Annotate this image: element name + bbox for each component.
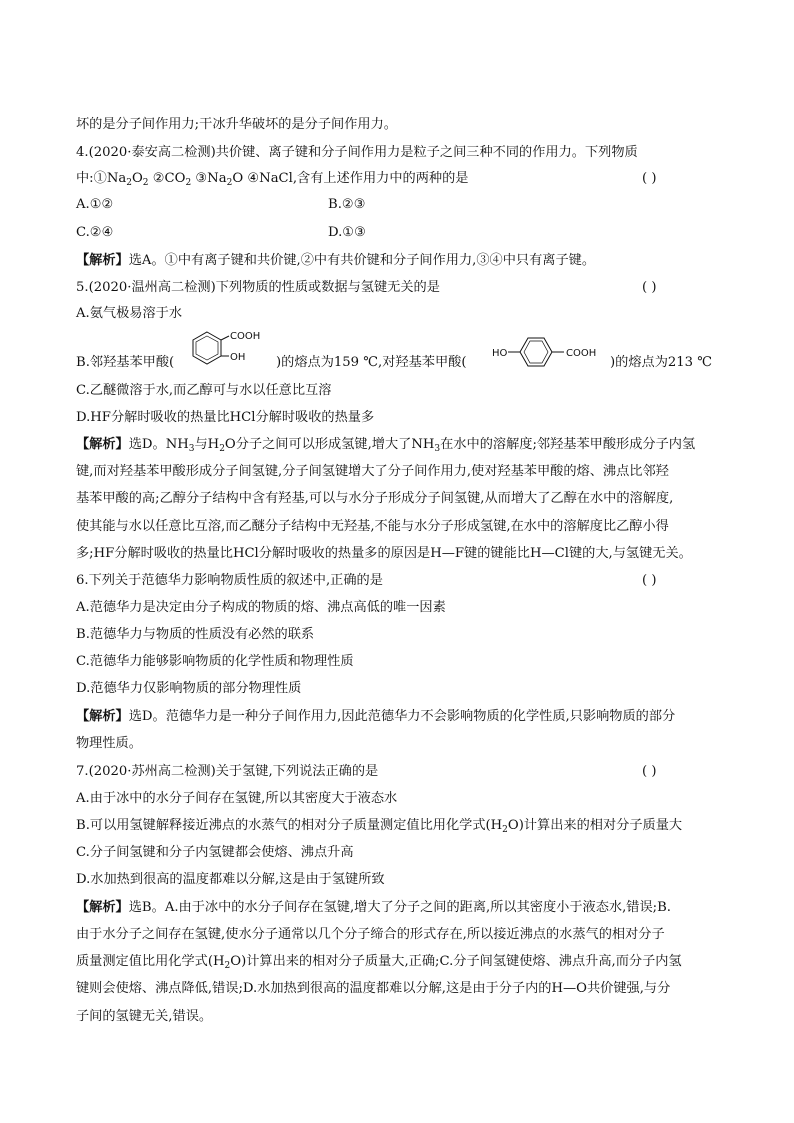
- analysis-6: 【解析】选D。范德华力是一种分子间作用力,因此范德华力不会影响物质的化学性质,只影响物质的部分: [76, 709, 676, 724]
- option-a: A.范德华力是决定由分子构成的物质的熔、沸点高低的唯一因素: [76, 600, 446, 615]
- option-d: D.①③: [328, 225, 366, 240]
- option-d: D.水加热到很高的温度都难以分解,这是由于氢键所致: [76, 872, 385, 887]
- analysis-5-line: 基苯甲酸的高;乙醇分子结构中含有羟基,可以与水分子形成分子间氢键,从而增大了乙醇在水中的溶解度,: [76, 491, 674, 506]
- analysis-7-line: 质量测定值比用化学式$(H_2O)$计算出来的相对分子质量大,正确;C.分子间氢键使熔、沸点升高,而分子内氢: [76, 954, 682, 971]
- option-b: B.②③: [328, 197, 366, 212]
- option-d: D.HF分解时吸收的热量比HCl分解时吸收的热量多: [76, 410, 375, 425]
- option-b-text-2: )的熔点为159 ℃,对羟基苯甲酸(: [276, 355, 467, 370]
- svg-text:COOH: COOH: [230, 331, 261, 342]
- svg-text:OH: OH: [230, 352, 246, 363]
- option-a: A.由于冰中的水分子间存在氢键,所以其密度大于液态水: [76, 791, 398, 806]
- analysis-4: 【解析】选A。①中有离子键和共价键,②中有共价键和分子间作用力,③④中只有离子键。: [76, 253, 596, 268]
- question-5-stem: 5.(2020·温州高二检测)下列物质的性质或数据与氢键无关的是: [76, 280, 440, 295]
- svg-text:COOH: COOH: [566, 348, 597, 359]
- option-a: A.氨气极易溶于水: [76, 306, 183, 321]
- question-4-stem: 4.(2020·泰安高二检测)共价键、离子键和分子间作用力是粒子之间三种不同的作用力。下列物质: [76, 145, 638, 160]
- analysis-5-line: 多;HF分解时吸收的热量比HCl分解时吸收的热量多的原因是H—F键的键能比H—Cl键的大,与氢键无关。: [76, 546, 692, 561]
- ortho-hydroxybenzoic-acid-structure: [185, 326, 265, 376]
- option-c: C.②④: [76, 225, 114, 240]
- analysis-7-line: 由于水分子之间存在氢键,使水分子通常以几个分子缔合的形式存在,所以接近沸点的水蒸气的相对分子: [76, 927, 665, 942]
- answer-blank: ( ): [642, 280, 657, 295]
- question-6-stem: 6.下列关于范德华力影响物质性质的叙述中,正确的是: [76, 573, 383, 588]
- analysis-7-line: 子间的氢键无关,错误。: [76, 1009, 213, 1024]
- answer-blank: ( ): [642, 171, 657, 186]
- analysis-7: 【解析】选B。A.由于冰中的水分子间存在氢键,增大了分子之间的距离,所以其密度小于液态水,错误;B.: [76, 900, 671, 915]
- answer-blank: ( ): [642, 573, 657, 588]
- option-c: C.范德华力能够影响物质的化学性质和物理性质: [76, 654, 354, 669]
- svg-text:HO: HO: [492, 348, 508, 359]
- option-b-text-1: B.邻羟基苯甲酸(: [76, 355, 175, 370]
- option-c: C.分子间氢键和分子内氢键都会使熔、沸点升高: [76, 845, 354, 860]
- option-b: B.可以用氢键解释接近沸点的水蒸气的相对分子质量测定值比用化学式$(H_2O)$计算出来的相对分子质量大: [76, 818, 683, 835]
- analysis-5-line: 使其能与水以任意比互溶,而乙醚分子结构中无羟基,不能与水分子形成氢键,在水中的溶解度比乙醇小得: [76, 519, 669, 534]
- option-b: B.范德华力与物质的性质没有必然的联系: [76, 627, 315, 642]
- analysis-5: 【解析】选D。$NH_3$与$H_2O$分子之间可以形成氢键,增大了$NH_3$在水中的溶解度;邻羟基苯甲酸形成分子内氢: [76, 437, 696, 454]
- option-a: A.①②: [76, 197, 114, 212]
- option-c: C.乙醚微溶于水,而乙醇可与水以任意比互溶: [76, 383, 332, 398]
- analysis-5-line: 键,而对羟基苯甲酸形成分子间氢键,分子间氢键增大了分子间作用力,使对羟基苯甲酸的熔、沸点比邻羟: [76, 464, 669, 479]
- text-line: 坏的是分子间作用力;干冰升华破坏的是分子间作用力。: [76, 117, 397, 132]
- option-d: D.范德华力仅影响物质的部分物理性质: [76, 681, 302, 696]
- question-7-stem: 7.(2020·苏州高二检测)关于氢键,下列说法正确的是: [76, 764, 379, 779]
- answer-blank: ( ): [642, 764, 657, 779]
- option-b-text-3: )的熔点为213 ℃: [610, 355, 713, 370]
- para-hydroxybenzoic-acid-structure: [492, 330, 610, 374]
- question-4-stem-line2: 中$:①Na_2O_2$ $②CO_2$ $③Na_2O$ ④NaCl,含有上述作用力中的两种的是: [76, 171, 469, 188]
- analysis-6-line: 物理性质。: [76, 736, 142, 751]
- analysis-7-line: 键则会使熔、沸点降低,错误;D.水加热到很高的温度都难以分解,这是由于分子内的H—O共价键强,与分: [76, 981, 671, 996]
